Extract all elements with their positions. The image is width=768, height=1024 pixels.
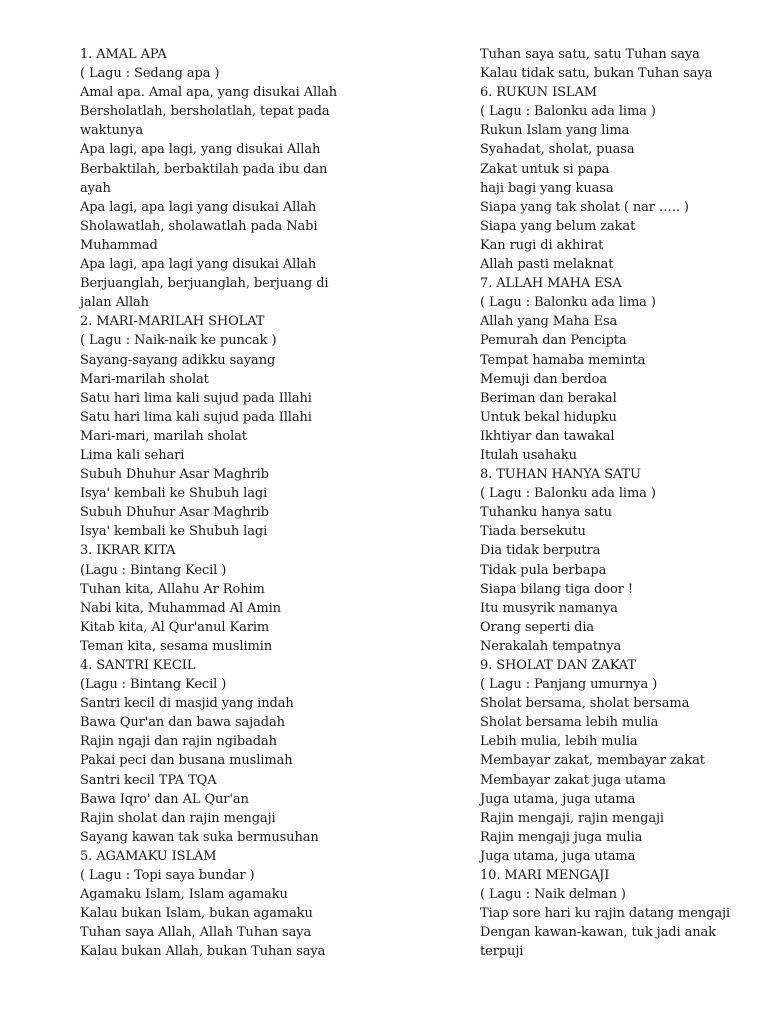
song-title: 10. MARI MENGAJI	[480, 868, 610, 884]
lyric-line: Satu hari lima kali sujud pada Illahi	[80, 409, 312, 425]
song-melody-note: ( Lagu : Naik-naik ke puncak )	[80, 333, 277, 349]
song-melody-note: ( Lagu : Balonku ada lima )	[480, 104, 656, 120]
lyric-line: Dia tidak berputra	[480, 543, 601, 559]
lyric-line: Sholawatlah, sholawatlah pada Nabi	[80, 218, 318, 234]
song-melody-note: (Lagu : Bintang Kecil )	[80, 562, 227, 578]
lyric-line: Berbaktilah, berbaktilah pada ibu dan	[80, 161, 328, 177]
lyric-line: Bawa Iqro' dan AL Qur'an	[80, 791, 249, 807]
lyric-line: Berjuanglah, berjuanglah, berjuang di	[80, 276, 329, 292]
song-title: 1. AMAL APA	[80, 47, 167, 62]
lyric-line: Santri kecil TPA TQA	[80, 772, 217, 788]
lyric-line: Mari-mari, marilah sholat	[80, 428, 247, 444]
lyric-line: Syahadat, sholat, puasa	[480, 142, 635, 158]
song-melody-note: ( Lagu : Balonku ada lima )	[480, 295, 656, 311]
lyric-line: waktunya	[80, 123, 144, 139]
lyric-line: Lebih mulia, lebih mulia	[480, 734, 638, 750]
lyric-line: Nabi kita, Muhammad Al Amin	[80, 600, 281, 616]
lyric-line: Tempat hamaba meminta	[480, 352, 646, 368]
lyric-line: Subuh Dhuhur Asar Maghrib	[80, 467, 269, 483]
lyric-line: ayah	[80, 180, 111, 196]
lyric-line: Pemurah dan Pencipta	[480, 333, 627, 349]
lyric-line: Isya' kembali ke Shubuh lagi	[80, 486, 268, 502]
lyric-line: Itu musyrik namanya	[480, 600, 618, 616]
lyric-line: Rajin sholat dan rajin mengaji	[80, 810, 276, 826]
song-title: 9. SHOLAT DAN ZAKAT	[480, 658, 636, 673]
lyric-line: Itulah usahaku	[480, 447, 577, 463]
left-text-column	[80, 45, 380, 962]
lyric-line: Pakai peci dan busana muslimah	[80, 753, 293, 769]
right-text-column	[480, 45, 730, 962]
lyric-line: Isya' kembali ke Shubuh lagi	[80, 524, 268, 540]
song-title: 3. IKRAR KITA	[80, 543, 176, 559]
lyric-line: Membayar zakat juga utama	[480, 772, 666, 788]
lyric-line: Kalau bukan Islam, bukan agamaku	[80, 906, 313, 922]
lyric-line: Juga utama, juga utama	[480, 791, 636, 807]
lyric-line: Mari-marilah sholat	[80, 371, 209, 387]
song-title: 2. MARI-MARILAH SHOLAT	[80, 314, 265, 330]
lyric-line: Orang seperti dia	[480, 619, 595, 635]
lyric-line: Tiada bersekutu	[480, 524, 586, 540]
lyric-line: Siapa yang belum zakat	[480, 218, 636, 234]
lyric-line: Juga utama, juga utama	[480, 848, 636, 864]
song-melody-note: ( Lagu : Topi saya bundar )	[80, 868, 255, 884]
song-melody-note: ( Lagu : Naik delman )	[480, 887, 626, 903]
lyric-line: Rukun Islam yang lima	[480, 123, 630, 139]
lyric-line: jalan Allah	[80, 295, 149, 311]
lyric-line: Subuh Dhuhur Asar Maghrib	[80, 505, 269, 521]
lyric-line: Tuhanku hanya satu	[480, 505, 612, 521]
lyric-line: Amal apa. Amal apa, yang disukai Allah	[80, 85, 338, 101]
lyric-line: Tuhan saya satu, satu Tuhan saya	[480, 47, 700, 62]
lyric-line: Teman kita, sesama muslimin	[80, 638, 273, 654]
lyric-line: Allah pasti melaknat	[480, 257, 614, 273]
lyric-line: Apa lagi, apa lagi, yang disukai Allah	[80, 142, 321, 158]
lyric-line: Rajin ngaji dan rajin ngibadah	[80, 734, 277, 750]
lyric-line: Allah yang Maha Esa	[480, 314, 618, 330]
lyric-line: Apa lagi, apa lagi yang disukai Allah	[80, 257, 317, 273]
song-melody-note: ( Lagu : Panjang umurnya )	[480, 677, 658, 693]
lyric-line: Apa lagi, apa lagi yang disukai Allah	[80, 199, 317, 215]
lyric-line: Kalau tidak satu, bukan Tuhan saya	[480, 66, 713, 82]
song-melody-note: ( Lagu : Sedang apa )	[80, 66, 220, 82]
lyric-line: Lima kali sehari	[80, 447, 185, 463]
lyric-line: Nerakalah tempatnya	[480, 638, 622, 654]
lyric-line: Kalau bukan Allah, bukan Tuhan saya	[80, 944, 326, 960]
song-melody-note: ( Lagu : Balonku ada lima )	[480, 486, 656, 502]
lyric-line: Sholat bersama lebih mulia	[480, 715, 659, 731]
lyric-line: Rajin mengaji juga mulia	[480, 829, 643, 845]
song-title: 4. SANTRI KECIL	[80, 658, 196, 673]
song-title: 7. ALLAH MAHA ESA	[480, 276, 622, 292]
lyric-line: Kan rugi di akhirat	[480, 237, 604, 253]
lyric-line: haji bagi yang kuasa	[480, 180, 614, 196]
song-title: 8. TUHAN HANYA SATU	[480, 467, 641, 483]
lyric-line: terpuji	[480, 944, 524, 960]
lyric-line: Santri kecil di masjid yang indah	[80, 696, 294, 712]
lyric-line: Tuhan kita, Allahu Ar Rohim	[80, 581, 265, 597]
lyric-line: Ikhtiyar dan tawakal	[480, 428, 615, 444]
lyric-line: Beriman dan berakal	[480, 390, 617, 406]
lyric-line: Bersholatlah, bersholatlah, tepat pada	[80, 104, 330, 120]
lyric-line: Siapa yang tak sholat ( nar ….. )	[480, 199, 689, 215]
lyric-line: Dengan kawan-kawan, tuk jadi anak	[480, 925, 716, 941]
lyric-line: Rajin mengaji, rajin mengaji	[480, 810, 664, 826]
lyric-line: Untuk bekal hidupku	[480, 409, 617, 425]
lyric-line: Zakat untuk si papa	[480, 161, 610, 177]
lyric-line: Kitab kita, Al Qur'anul Karim	[80, 619, 270, 635]
lyric-line: Siapa bilang tiga door !	[480, 581, 633, 597]
lyric-line: Tiap sore hari ku rajin datang mengaji	[480, 906, 730, 922]
lyric-line: Sholat bersama, sholat bersama	[480, 696, 690, 712]
lyric-line: Membayar zakat, membayar zakat	[480, 753, 705, 769]
song-title: 6. RUKUN ISLAM	[480, 85, 597, 101]
lyric-line: Agamaku Islam, Islam agamaku	[80, 887, 288, 903]
lyric-line: Muhammad	[80, 237, 158, 253]
lyric-line: Sayang-sayang adikku sayang	[80, 352, 276, 368]
lyric-line: Tuhan saya Allah, Allah Tuhan saya	[80, 925, 312, 941]
song-melody-note: (Lagu : Bintang Kecil )	[80, 677, 227, 693]
lyric-line: Tidak pula berbapa	[480, 562, 607, 578]
lyric-line: Bawa Qur'an dan bawa sajadah	[80, 715, 285, 731]
song-title: 5. AGAMAKU ISLAM	[80, 848, 217, 864]
lyric-line: Memuji dan berdoa	[480, 371, 608, 387]
lyric-line: Satu hari lima kali sujud pada Illahi	[80, 390, 312, 406]
lyric-line: Sayang kawan tak suka bermusuhan	[80, 829, 319, 845]
